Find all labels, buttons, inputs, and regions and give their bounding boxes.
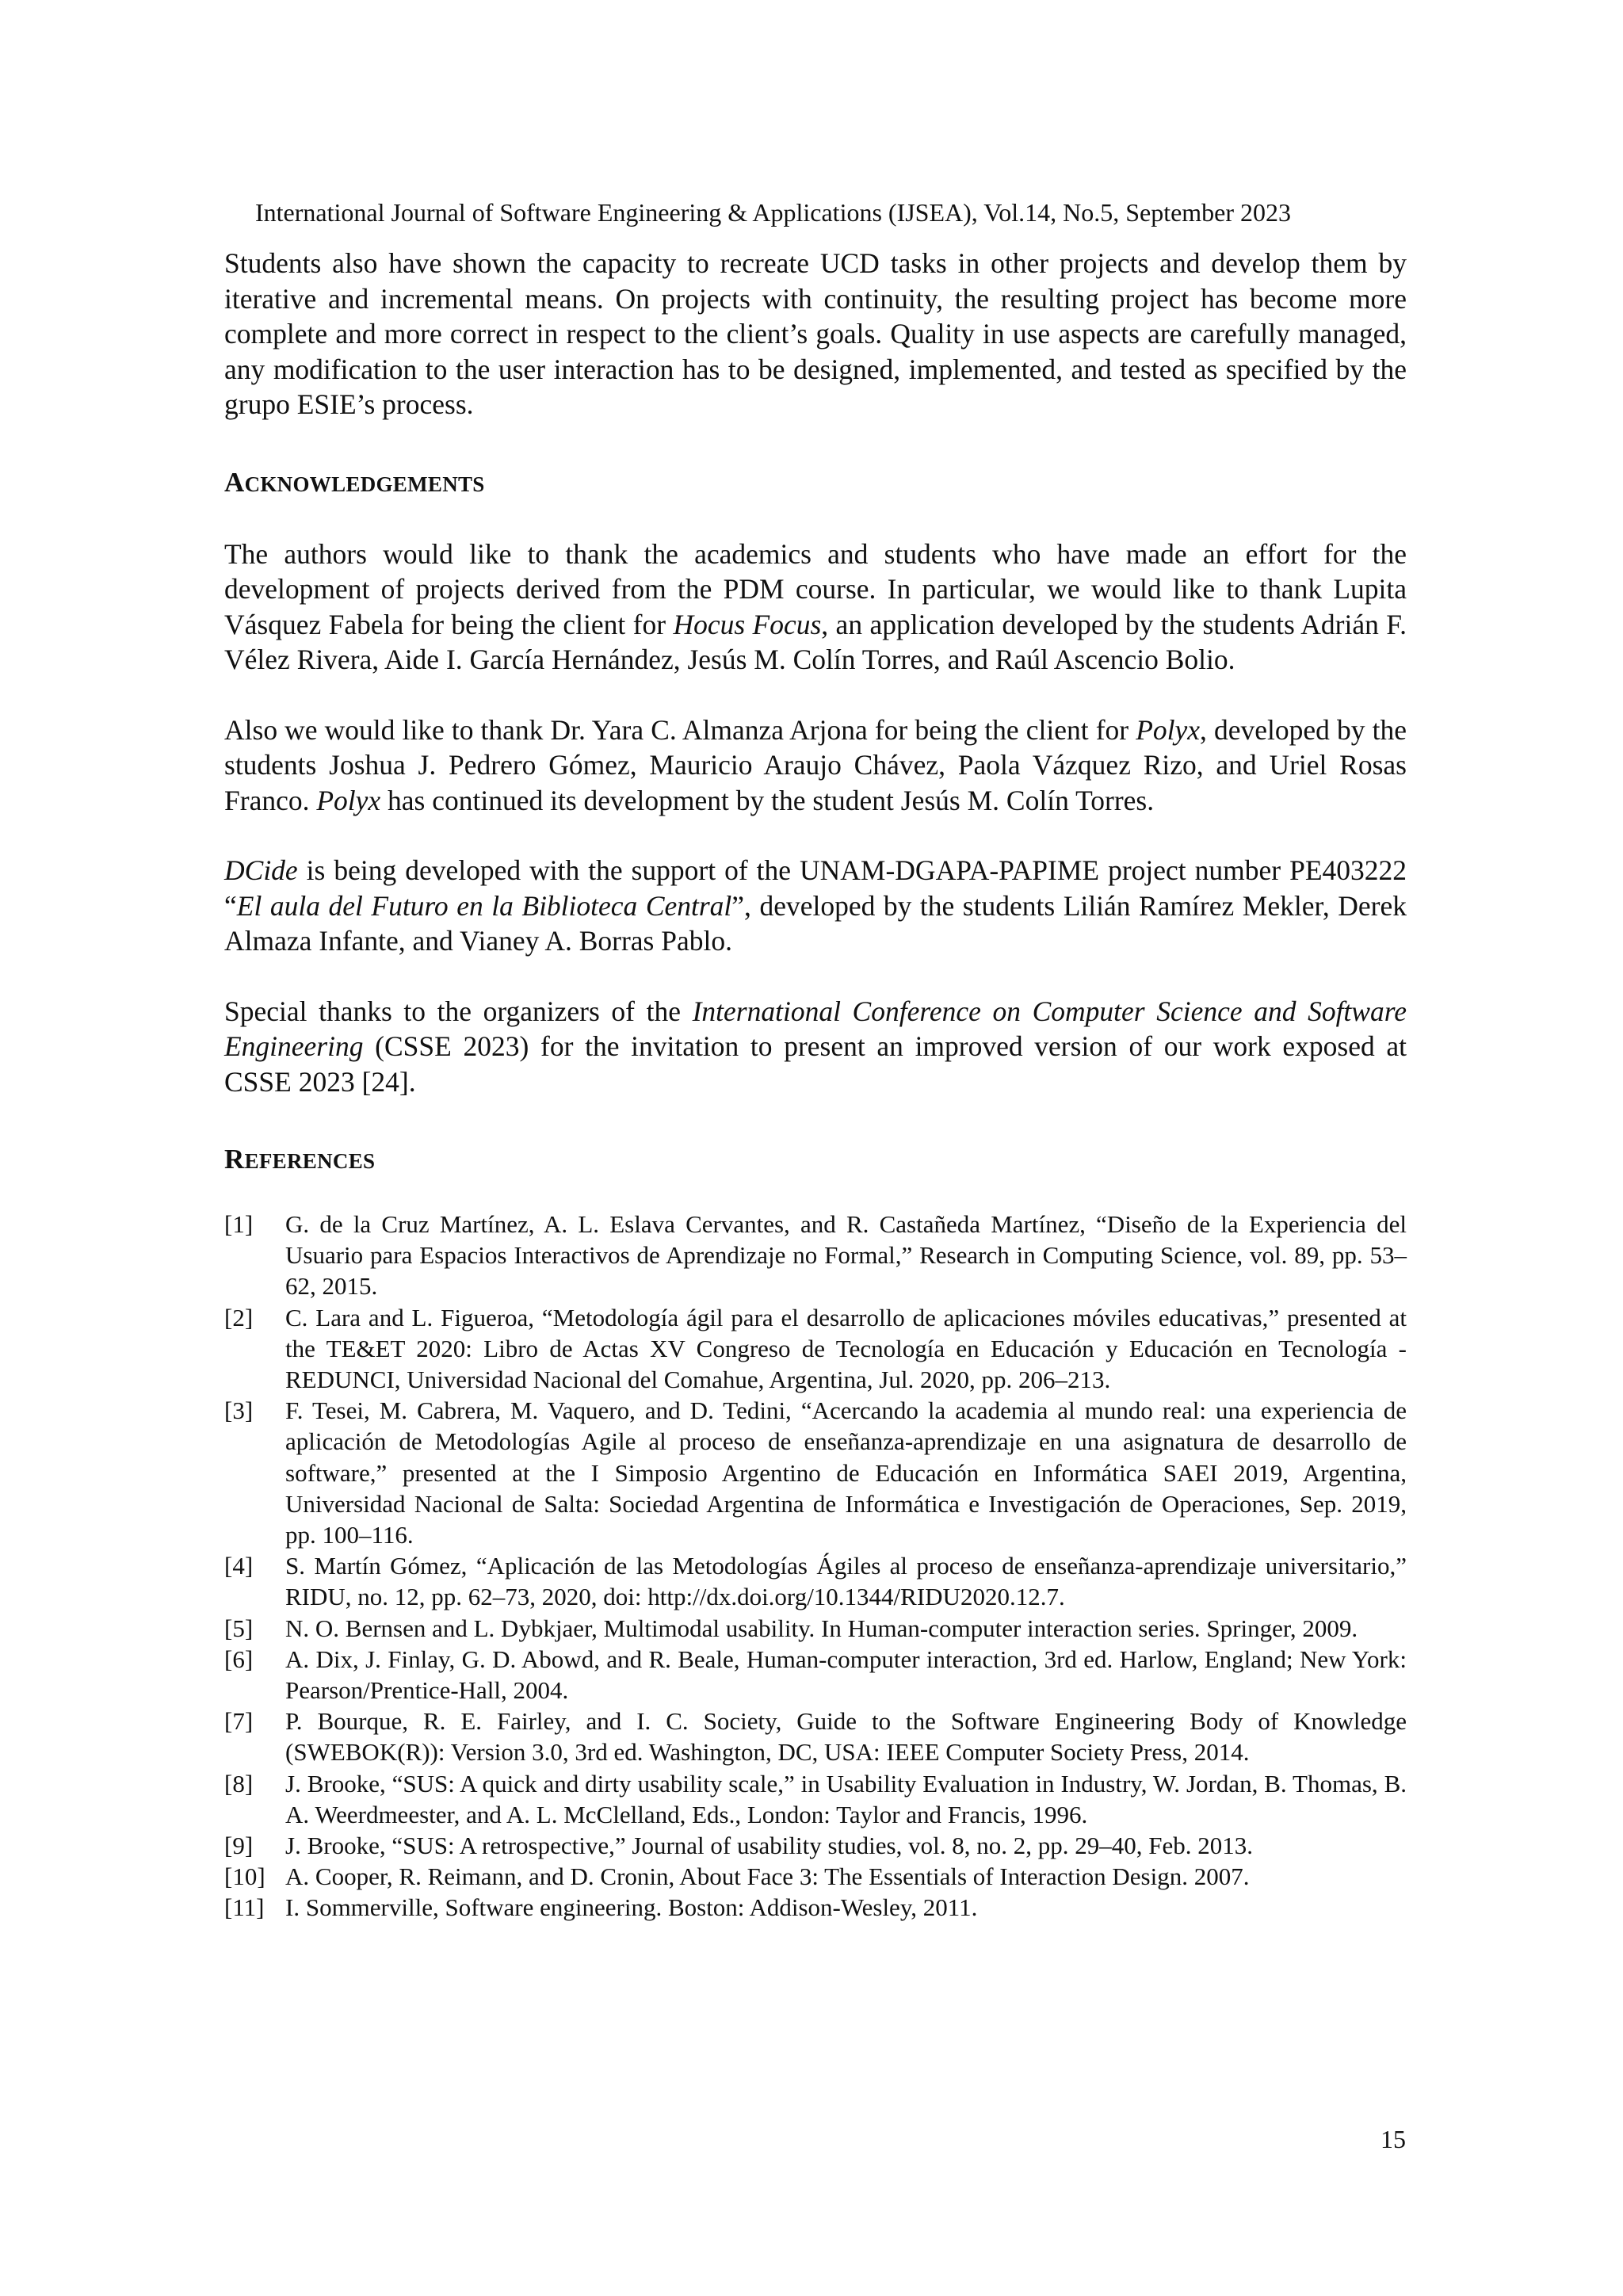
- acknowledgements-paragraph-2: [224, 712, 1407, 819]
- reference-text: F. Tesei, M. Cabrera, M. Vaquero, and D. Tedini, “Acercando la academia al mundo real: una experiencia de aplicación de Metodologías Agile al proceso de enseñanza-aprendizaje en una asignatura de desarrollo de software,” presented at the I Simposio Argentino de Educación en Informática SAEI 2019, Argentina, Universidad Nacional de Salta: Sociedad Argentina de Informática e Investigación de Operaciones, Sep. 2019, pp. 100–116.: [285, 1396, 1407, 1549]
- running-header: International Journal of Software Engineering & Applications (IJSEA), Vol.14, No.5, September 2023: [255, 198, 1292, 227]
- ack-p4-conference-name: International Conference on Computer Science and Software Engineering: [224, 995, 1407, 1062]
- reference-text: P. Bourque, R. E. Fairley, and I. C. Society, Guide to the Software Engineering Body of Knowledge (SWEBOK(R)): Version 3.0, 3rd ed. Washington, DC, USA: IEEE Computer Society Press, 2014.: [285, 1707, 1407, 1767]
- page-number: 15: [1381, 2125, 1406, 2153]
- reference-item: [224, 1768, 1407, 1830]
- reference-text: N. O. Bernsen and L. Dybkjaer, Multimodal usability. In Human-computer interaction series. Springer, 2009.: [285, 1614, 1358, 1642]
- reference-text: A. Dix, J. Finlay, G. D. Abowd, and R. Beale, Human-computer interaction, 3rd ed. Harlow, England; New York: Pearson/Prentice-Hall, 2004.: [285, 1645, 1407, 1705]
- ack-p2-text-e: has continued its development by the student Jesús M. Colín Torres.: [380, 784, 1155, 816]
- reference-text: S. Martín Gómez, “Aplicación de las Metodologías Ágiles al proceso de enseñanza-aprendizaje universitario,” RIDU, no. 12, pp. 62–73, 2020, doi: http://dx.doi.org/10.1344/RIDU2020.12.7.: [285, 1552, 1407, 1611]
- ack-p4-text-a: Special thanks to the organizers of the: [224, 995, 693, 1027]
- reference-text: J. Brooke, “SUS: A quick and dirty usability scale,” in Usability Evaluation in Industry, W. Jordan, B. Thomas, B. A. Weerdmeester, and A. L. McClelland, Eds., London: Taylor and Francis, 1996.: [285, 1769, 1407, 1828]
- reference-list: [224, 1209, 1407, 1924]
- reference-item: [224, 1892, 1407, 1923]
- reference-text: I. Sommerville, Software engineering. Boston: Addison-Wesley, 2011.: [285, 1893, 978, 1922]
- reference-number: [9]: [224, 1832, 254, 1860]
- acknowledgements-heading-rest: CKNOWLEDGEMENTS: [244, 472, 485, 496]
- references-heading-initial: R: [224, 1144, 245, 1175]
- ack-p2-text-c: , developed by the students Joshua J. Pedrero Gómez, Mauricio Araujo Chávez, Paola Vázquez Rizo, and Uriel Rosas Franco.: [224, 713, 1407, 816]
- ack-p1-text-a: The authors would like to thank the academics and students who have made an effort for the development of projects derived from the PDM course. In particular, we would like to thank Lupita Vásquez Fabela for being the client for: [224, 537, 1407, 640]
- reference-text: G. de la Cruz Martínez, A. L. Eslava Cervantes, and R. Castañeda Martínez, “Diseño de la Experiencia del Usuario para Espacios Interactivos de Aprendizaje no Formal,” Research in Computing Science, vol. 89, pp. 53–62, 2015.: [285, 1210, 1407, 1301]
- reference-number: [4]: [224, 1552, 254, 1580]
- reference-item: [224, 1550, 1407, 1612]
- reference-number: [2]: [224, 1303, 254, 1331]
- ack-p3-text-b: is being developed with the support of the UNAM-DGAPA-PAPIME project number PE403222 “: [224, 854, 1407, 922]
- reference-number: [10]: [224, 1862, 265, 1891]
- reference-text: J. Brooke, “SUS: A retrospective,” Journal of usability studies, vol. 8, no. 2, pp. 29–40, Feb. 2013.: [285, 1832, 1253, 1860]
- references-heading-rest: EFERENCES: [244, 1149, 376, 1173]
- reference-number: [3]: [224, 1396, 254, 1425]
- reference-item: [224, 1209, 1407, 1302]
- ack-p2-text-a: Also we would like to thank Dr. Yara C. Almanza Arjona for being the client for: [224, 713, 1136, 746]
- reference-item: [224, 1395, 1407, 1550]
- ack-p3-app-name: DCide: [224, 854, 298, 886]
- acknowledgements-heading: [224, 465, 1407, 502]
- ack-p1-app-name: Hocus Focus: [673, 608, 822, 640]
- reference-number: [8]: [224, 1769, 254, 1797]
- reference-number: [5]: [224, 1614, 254, 1642]
- reference-text: A. Cooper, R. Reimann, and D. Cronin, About Face 3: The Essentials of Interaction Design. 2007.: [285, 1862, 1250, 1891]
- reference-item: [224, 1861, 1407, 1892]
- ack-p4-text-c: (CSSE 2023) for the invitation to present an improved version of our work exposed at CSSE 2023 [24].: [224, 1030, 1407, 1098]
- reference-number: [6]: [224, 1645, 254, 1673]
- ack-p1-text-c: , an application developed by the students Adrián F. Vélez Rivera, Aide I. García Hernández, Jesús M. Colín Torres, and Raúl Ascencio Bolio.: [224, 608, 1407, 675]
- reference-item: [224, 1830, 1407, 1861]
- reference-item: [224, 1644, 1407, 1706]
- acknowledgements-heading-initial: A: [224, 466, 245, 498]
- acknowledgements-paragraph-4: [224, 994, 1407, 1100]
- reference-item: [224, 1706, 1407, 1767]
- reference-text: C. Lara and L. Figueroa, “Metodología ágil para el desarrollo de aplicaciones móviles educativas,” presented at the TE&ET 2020: Libro de Actas XV Congreso de Tecnología en Educación y Educación en Tecnología - REDUNCI, Universidad Nacional del Comahue, Argentina, Jul. 2020, pp. 206–213.: [285, 1303, 1407, 1394]
- references-heading: [224, 1142, 1407, 1179]
- ack-p2-app-name: Polyx: [1136, 713, 1201, 746]
- reference-number: [1]: [224, 1210, 254, 1238]
- reference-number: [7]: [224, 1707, 254, 1736]
- reference-item: [224, 1613, 1407, 1644]
- reference-item: [224, 1302, 1407, 1396]
- reference-number: [11]: [224, 1893, 265, 1922]
- acknowledgements-paragraph-1: [224, 537, 1407, 678]
- acknowledgements-paragraph-3: [224, 853, 1407, 959]
- ack-p2-app-name-2: Polyx: [316, 784, 381, 816]
- ack-p3-project-title: El aula del Futuro en la Biblioteca Central: [236, 889, 732, 922]
- ack-p3-text-d: ”, developed by the students Lilián Ramírez Mekler, Derek Almaza Infante, and Vianey A. Borras Pablo.: [224, 889, 1407, 957]
- page-content: [224, 246, 1407, 1924]
- intro-paragraph: Students also have shown the capacity to recreate UCD tasks in other projects and develop them by iterative and incremental means. On projects with continuity, the resulting project has become more complete and more correct in respect to the client’s goals. Quality in use aspects are carefully managed, any modification to the user interaction has to be designed, implemented, and tested as specified by the grupo ESIE’s process.: [224, 247, 1407, 420]
